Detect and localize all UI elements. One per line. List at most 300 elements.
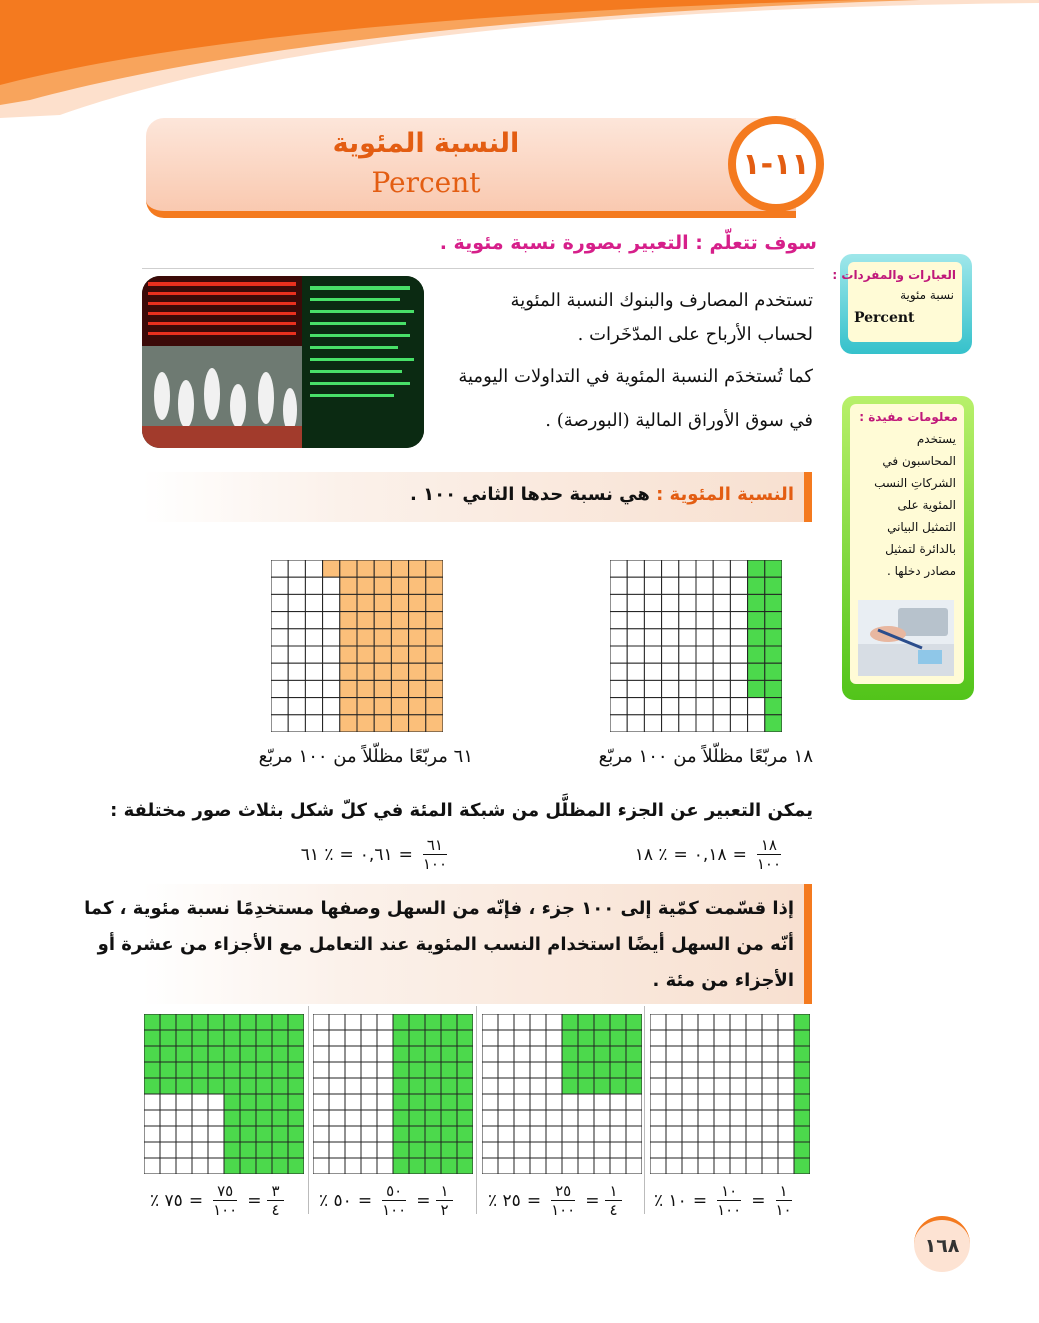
grid-cell (730, 577, 747, 594)
grid-cell (192, 1110, 208, 1126)
grid-cell (409, 646, 426, 663)
grid-cell (377, 1030, 393, 1046)
grid-cell (666, 1014, 682, 1030)
grid-cell (765, 715, 782, 732)
grid-cell (610, 1126, 626, 1142)
grid-cell (748, 680, 765, 697)
grid-cell (409, 680, 426, 697)
top-decoration (0, 0, 1039, 120)
grid-cell (482, 1158, 498, 1174)
grid-cell (305, 629, 322, 646)
grid-cell (329, 1078, 345, 1094)
grid-cell (272, 1030, 288, 1046)
grid-cell (377, 1078, 393, 1094)
grid-cell (409, 612, 426, 629)
grid-cell (662, 577, 679, 594)
grid-cell (730, 1046, 746, 1062)
percent-value: ٪ ١٨ (634, 844, 668, 865)
grid-cell (240, 1158, 256, 1174)
grid-cell (224, 1158, 240, 1174)
grid-cell (578, 1046, 594, 1062)
grid-cell (746, 1142, 762, 1158)
grid-cell (498, 1158, 514, 1174)
grid-cell (340, 577, 357, 594)
grid-cell (626, 1014, 642, 1030)
grid-cell (765, 594, 782, 611)
grid-cell (514, 1078, 530, 1094)
grid-cell (256, 1158, 272, 1174)
grid-cell (778, 1046, 794, 1062)
useful-info-title: معلومات مفيدة : (859, 410, 958, 424)
grid-cell (323, 594, 340, 611)
grid-cell (271, 612, 288, 629)
grid-cell (679, 698, 696, 715)
grid-cell (746, 1062, 762, 1078)
grid-cell (730, 1078, 746, 1094)
grid-cell (698, 1014, 714, 1030)
grid-cell (730, 594, 747, 611)
grid-cell (340, 698, 357, 715)
vocabulary-box (832, 254, 972, 354)
grid-cell (288, 1126, 304, 1142)
grid-cell (361, 1014, 377, 1030)
divider (476, 1006, 477, 1214)
grid-cell (650, 1014, 666, 1030)
grid-cell (610, 646, 627, 663)
grid-cell (794, 1158, 810, 1174)
grid-cell (144, 1062, 160, 1078)
hundred-grid-10 (650, 1014, 810, 1174)
grid-cell (627, 715, 644, 732)
grid-cell (546, 1014, 562, 1030)
fraction: $\frac{١٨}{١٠٠}$ (756, 836, 781, 873)
intro-line-4: في سوق الأوراق المالية (البورصة) . (545, 410, 813, 431)
grid-cell (377, 1158, 393, 1174)
grid-cell (192, 1142, 208, 1158)
grid-cell (748, 663, 765, 680)
grid-cell (794, 1110, 810, 1126)
grid-cell (208, 1110, 224, 1126)
grid-cell (425, 1078, 441, 1094)
grid-cell (357, 612, 374, 629)
grid-cell (762, 1014, 778, 1030)
grid-cell (345, 1062, 361, 1078)
grid-cell (374, 560, 391, 577)
grid-cell (765, 698, 782, 715)
grid-cell (357, 577, 374, 594)
grid-cell (594, 1062, 610, 1078)
grid-cell (696, 629, 713, 646)
grid-cell (345, 1046, 361, 1062)
divider (142, 268, 814, 269)
vocabulary-term-arabic: نسبة مئوية (900, 288, 954, 302)
grid-cell (288, 646, 305, 663)
grid-cell (271, 715, 288, 732)
grid-cell (562, 1078, 578, 1094)
divider (644, 1006, 645, 1214)
grid-cell (713, 629, 730, 646)
grid-cell (562, 1110, 578, 1126)
grid-cell (610, 1142, 626, 1158)
grid-cell (391, 698, 408, 715)
grid-cell (594, 1142, 610, 1158)
grid-cell (393, 1030, 409, 1046)
grid-cell (441, 1158, 457, 1174)
grid-cell (626, 1094, 642, 1110)
grid-cell (662, 646, 679, 663)
grid-cell (323, 612, 340, 629)
grid-cell (305, 646, 322, 663)
grid-cell (482, 1094, 498, 1110)
grid-cell (610, 1078, 626, 1094)
grid-cell (271, 680, 288, 697)
grid-cell (794, 1062, 810, 1078)
grid-cell (713, 680, 730, 697)
grid-cell (313, 1078, 329, 1094)
intro-line-1: تستخدم المصارف والبنوك النسبة المئوية (510, 290, 813, 311)
grid-cell (682, 1078, 698, 1094)
grid-cell (224, 1078, 240, 1094)
grid-cell (748, 612, 765, 629)
grid-cell (794, 1126, 810, 1142)
grid-cell (357, 715, 374, 732)
grid-cell (696, 646, 713, 663)
grid-cell (546, 1158, 562, 1174)
grid-cell (240, 1078, 256, 1094)
grid-cell (409, 715, 426, 732)
hundred-grid-61 (271, 560, 443, 732)
grid-cell (713, 646, 730, 663)
grid-cell (627, 680, 644, 697)
grid-cell (288, 1062, 304, 1078)
grid-cell (329, 1030, 345, 1046)
grid-cell (679, 646, 696, 663)
grid-cell (698, 1126, 714, 1142)
grid-cell (794, 1078, 810, 1094)
grid-cell (662, 698, 679, 715)
grid-cell (391, 560, 408, 577)
grid-cell (393, 1158, 409, 1174)
grid-cell (305, 612, 322, 629)
useful-info-line: المئوية على (897, 498, 956, 512)
grid-cell (240, 1030, 256, 1046)
grid-cell (357, 680, 374, 697)
grid-cell (288, 1142, 304, 1158)
grid-cell (224, 1094, 240, 1110)
grid-cell (662, 715, 679, 732)
grid-cell (698, 1158, 714, 1174)
grid-cell (313, 1046, 329, 1062)
grid-cell (530, 1110, 546, 1126)
grid-cell (746, 1014, 762, 1030)
grid-cell (192, 1030, 208, 1046)
grid-cell (713, 560, 730, 577)
grid-cell (361, 1126, 377, 1142)
grid-cell (562, 1126, 578, 1142)
grid-cell (610, 1094, 626, 1110)
grid-cell (530, 1142, 546, 1158)
grid-cell (530, 1094, 546, 1110)
grid-cell (696, 680, 713, 697)
grid-cell (377, 1110, 393, 1126)
grid-cell (530, 1030, 546, 1046)
grid-cell (610, 612, 627, 629)
grid-cell (514, 1062, 530, 1078)
grid-cell (762, 1158, 778, 1174)
grid-cell (698, 1046, 714, 1062)
grid-cell (457, 1142, 473, 1158)
grid-cell (650, 1046, 666, 1062)
grid-cell (778, 1014, 794, 1030)
grid-cell (192, 1014, 208, 1030)
grid-cell (714, 1062, 730, 1078)
grid-cell (730, 646, 747, 663)
equation-50: ٪ ٥٠ = $\frac{٥٠}{١٠٠}$ = $\frac{١}{٢}$ (319, 1182, 453, 1219)
grid-cell (714, 1158, 730, 1174)
grid-cell (340, 715, 357, 732)
grid-cell (610, 577, 627, 594)
grid-cell (762, 1110, 778, 1126)
grid-cell (305, 715, 322, 732)
grid-cell (730, 629, 747, 646)
grid-cell (345, 1126, 361, 1142)
grid-cell (176, 1078, 192, 1094)
grid-cell (746, 1110, 762, 1126)
grid-cell (271, 698, 288, 715)
grid-cell (765, 612, 782, 629)
equation-25: ٪ ٢٥ = $\frac{٢٥}{١٠٠}$ = $\frac{١}{٤}$ (488, 1182, 622, 1219)
grid-cell (682, 1110, 698, 1126)
grid-cell (144, 1094, 160, 1110)
grid-cell (441, 1142, 457, 1158)
grid-cell (313, 1062, 329, 1078)
grid-cell (514, 1094, 530, 1110)
grid-cell (714, 1094, 730, 1110)
grid-cell (679, 715, 696, 732)
learning-objective: سوف تتعلّم : التعبير بصورة نسبة مئوية . (439, 232, 817, 254)
grid-cell (160, 1126, 176, 1142)
grid-cell (323, 680, 340, 697)
grid-cell (457, 1014, 473, 1030)
grid-cell (498, 1142, 514, 1158)
grid-cell (514, 1126, 530, 1142)
vocabulary-term-english: Percent (854, 310, 915, 326)
lesson-title-banner (146, 118, 796, 218)
useful-info-line: التمثيل البياني (887, 520, 956, 534)
grid-cell (425, 1014, 441, 1030)
grid-cell (240, 1094, 256, 1110)
grid-cell (305, 663, 322, 680)
grid-cell (546, 1062, 562, 1078)
definition-term: النسبة المئوية : (656, 484, 794, 505)
grid-cell (160, 1014, 176, 1030)
accountant-photo (858, 600, 954, 676)
grid-cell (498, 1046, 514, 1062)
grid-cell (762, 1078, 778, 1094)
grid-cell (627, 560, 644, 577)
grid-cell (329, 1126, 345, 1142)
grid-cell (374, 663, 391, 680)
grid-cell (426, 698, 443, 715)
grid-cell (730, 698, 747, 715)
grid-cell (441, 1078, 457, 1094)
grid-cell (393, 1110, 409, 1126)
grid-cell (562, 1030, 578, 1046)
grid-cell (208, 1158, 224, 1174)
grid-cell (626, 1142, 642, 1158)
grid-cell (650, 1158, 666, 1174)
grid-cell (329, 1094, 345, 1110)
grid-cell (357, 594, 374, 611)
grid-cell (208, 1046, 224, 1062)
grid-cell (409, 698, 426, 715)
grid-cell (176, 1142, 192, 1158)
grid-cell (361, 1142, 377, 1158)
grid-cell (256, 1142, 272, 1158)
grid-cell (144, 1110, 160, 1126)
grid-cell (714, 1126, 730, 1142)
grid-cell (305, 698, 322, 715)
explanation-line-3: الأجزاء من مئة . (652, 970, 794, 991)
grid-cell (498, 1110, 514, 1126)
grid-cell (288, 1014, 304, 1030)
grid-cell (644, 715, 661, 732)
grid-cell (627, 698, 644, 715)
useful-info-box (842, 396, 974, 700)
grid-cell (730, 1142, 746, 1158)
grid-cell (357, 646, 374, 663)
grid-cell (160, 1158, 176, 1174)
grid-cell (224, 1142, 240, 1158)
grid-cell (329, 1158, 345, 1174)
grid-cell (594, 1046, 610, 1062)
hundred-grid-50 (313, 1014, 473, 1174)
grid-cell (482, 1014, 498, 1030)
grid-cell (176, 1030, 192, 1046)
grid-cell (340, 560, 357, 577)
grid-cell (626, 1030, 642, 1046)
grid-cell (425, 1126, 441, 1142)
grid-cell (240, 1110, 256, 1126)
grid-cell (730, 1030, 746, 1046)
grid-cell (650, 1094, 666, 1110)
grid-cell (679, 560, 696, 577)
grid-cell (393, 1126, 409, 1142)
grid-cell (329, 1062, 345, 1078)
lesson-number-badge: ١١-١ (728, 116, 824, 212)
grid-cell (679, 612, 696, 629)
grid-cell (323, 577, 340, 594)
grid-cell (748, 594, 765, 611)
grid-cell (594, 1158, 610, 1174)
grid-cell (626, 1062, 642, 1078)
grid-cell (482, 1126, 498, 1142)
grid-cell (666, 1158, 682, 1174)
grid-cell (256, 1030, 272, 1046)
grid-cell (696, 715, 713, 732)
grid-cell (288, 612, 305, 629)
grid-cell (323, 646, 340, 663)
grid-cell (778, 1110, 794, 1126)
grid-cell (271, 560, 288, 577)
grid-cell (696, 594, 713, 611)
grid-cell (313, 1030, 329, 1046)
grid-cell (794, 1014, 810, 1030)
grid-cell (393, 1014, 409, 1030)
grid-cell (746, 1126, 762, 1142)
grid-cell (409, 1062, 425, 1078)
grid-cell (208, 1094, 224, 1110)
grid-cell (578, 1126, 594, 1142)
grid-cell (345, 1142, 361, 1158)
grid-cell (610, 663, 627, 680)
grid-cell (426, 663, 443, 680)
grid-cell (391, 629, 408, 646)
grid-cell (610, 1046, 626, 1062)
grid-cell (748, 629, 765, 646)
grid-cell (240, 1046, 256, 1062)
grid-cell (746, 1158, 762, 1174)
equation-61: $\frac{٦١}{١٠٠}$ = ٠,٦١ = ٪ ٦١ (301, 836, 451, 873)
grid-cell (409, 1046, 425, 1062)
grid-cell (748, 560, 765, 577)
grid-cell (714, 1046, 730, 1062)
grid-cell (714, 1078, 730, 1094)
grid-cell (323, 629, 340, 646)
grid-cell (176, 1094, 192, 1110)
grid-cell (562, 1158, 578, 1174)
grid-cell (610, 1030, 626, 1046)
useful-info-line: بالدائرة لتمثيل (885, 542, 956, 556)
grid-cell (271, 594, 288, 611)
grid-cell (288, 577, 305, 594)
grid-cell (374, 715, 391, 732)
grid-cell (272, 1078, 288, 1094)
grid-cell (176, 1014, 192, 1030)
grid-cell (546, 1094, 562, 1110)
grid-cell (409, 560, 426, 577)
grid-cell (482, 1142, 498, 1158)
grid-cell (762, 1094, 778, 1110)
grid-cell (498, 1078, 514, 1094)
grid-cell (714, 1110, 730, 1126)
grid-cell (409, 663, 426, 680)
grid-cell (627, 663, 644, 680)
grid-cell (578, 1158, 594, 1174)
grid-cell (714, 1030, 730, 1046)
grid-cell (224, 1014, 240, 1030)
grid-cell (374, 698, 391, 715)
grid-cell (762, 1030, 778, 1046)
grid-cell (482, 1078, 498, 1094)
grid-cell (425, 1110, 441, 1126)
grid-cell (698, 1110, 714, 1126)
grid-cell (457, 1094, 473, 1110)
grid-cell (393, 1046, 409, 1062)
grid-cell (409, 1126, 425, 1142)
grid-cell (578, 1078, 594, 1094)
grid-cell (160, 1110, 176, 1126)
grid-cell (361, 1110, 377, 1126)
grid-cell (682, 1046, 698, 1062)
grid-cell (340, 612, 357, 629)
grid-cell (666, 1110, 682, 1126)
grid-cell (192, 1158, 208, 1174)
grid-cell (288, 1110, 304, 1126)
grid-cell (329, 1014, 345, 1030)
grid-cell (377, 1062, 393, 1078)
grid-cell (426, 612, 443, 629)
